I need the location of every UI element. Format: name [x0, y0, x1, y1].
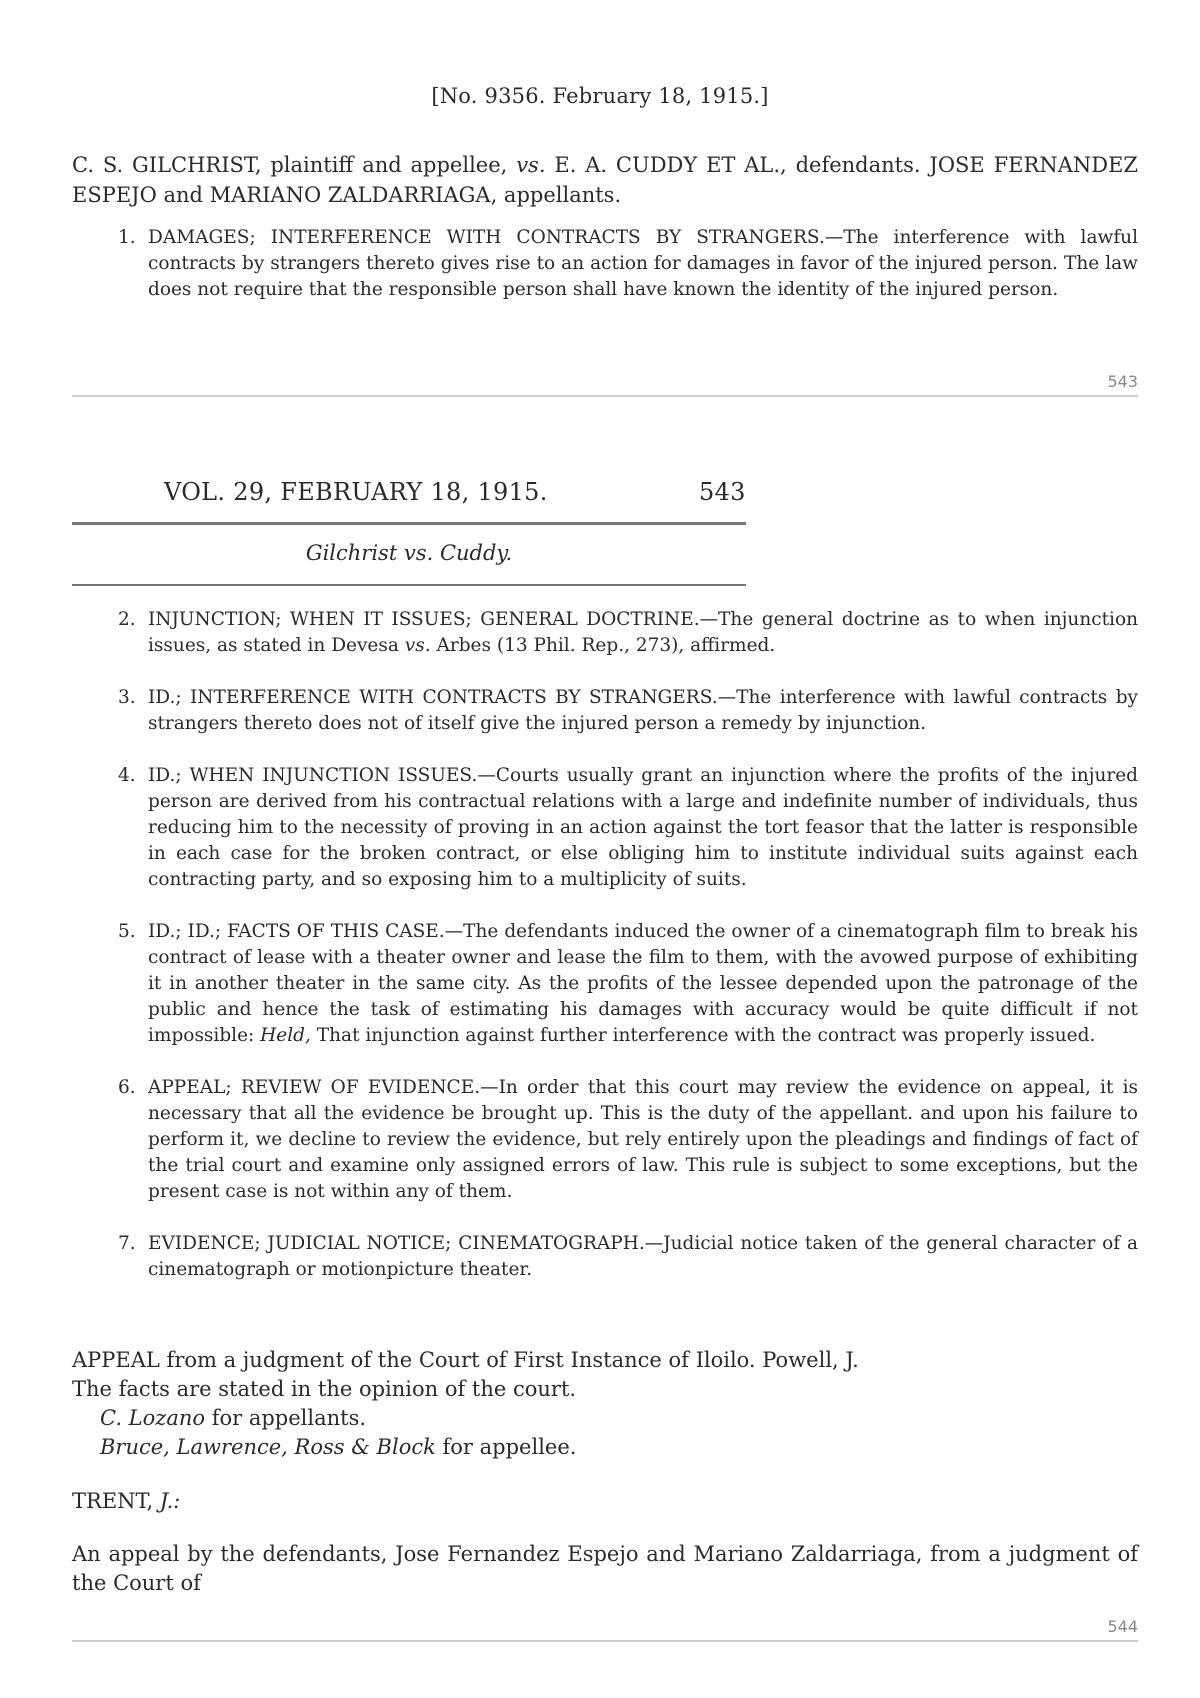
syllabus-number: 1.	[118, 227, 136, 248]
syllabus-text: ID.; WHEN INJUNCTION ISSUES.—Courts usually grant an injunction where the profits of the injured person are derived from his contractual relations with a large and indefinite number of individuals, thus reducing him to the necessity of proving in an action against the tort feasor that the latter is responsible in each case for the broken contract, or else obliging him to institute individual suits against each contracting party, and so exposing him to a multiplicity of suits.	[148, 765, 1138, 890]
appeal-block	[72, 1346, 1138, 1462]
page-marker: 544	[1107, 1617, 1138, 1636]
counsel-name: Bruce, Lawrence, Ross & Block	[100, 1435, 436, 1459]
syllabus-emphasis: Held,	[260, 1025, 311, 1046]
opinion-text: An appeal by the defendants, Jose Fernandez Espejo and Mariano Zaldarriaga, from a judgment of the Court of	[72, 1542, 1138, 1595]
page-divider	[72, 395, 1138, 397]
syllabus-text: INJUNCTION; WHEN IT ISSUES; GENERAL DOCTRINE.—The general doctrine as to when injunction issues, as stated in Devesa	[148, 609, 1138, 656]
running-head	[164, 478, 744, 506]
running-head-title: VOL. 29, FEBRUARY 18, 1915.	[164, 478, 548, 506]
page-divider	[72, 1640, 1138, 1642]
syllabus-text: APPEAL; REVIEW OF EVIDENCE.—In order that this court may review the evidence on appeal, it is necessary that all the evidence be brought up. This is the duty of the appellant. and upon his failure to perform it, we decline to review the evidence, but rely entirely upon the pleadings and findings of fact of the trial court and examine only assigned errors of law. This rule is subject to some exceptions, but the present case is not within any of them.	[148, 1077, 1138, 1202]
judge-name: TRENT,	[72, 1489, 154, 1513]
appeal-line: APPEAL from a judgment of the Court of First Instance of Iloilo. Powell, J.	[72, 1348, 859, 1372]
syllabus-text: ID.; INTERFERENCE WITH CONTRACTS BY STRANGERS.—The interference with lawful contracts by strangers thereto does not of itself give the injured person a remedy by injunction.	[148, 687, 1138, 734]
counsel-name: C. Lozano	[100, 1406, 206, 1430]
page-marker: 543	[1107, 372, 1138, 391]
syllabus-text: EVIDENCE; JUDICIAL NOTICE; CINEMATOGRAPH.—Judicial notice taken of the general character of a cinematograph or motionpicture theater.	[148, 1233, 1138, 1280]
syllabus-list-part-1	[72, 225, 1138, 329]
syllabus-text-tail: Arbes (13 Phil. Rep., 273), affirmed.	[430, 635, 776, 656]
docket-number: [No. 9356. February 18, 1915.]	[431, 84, 769, 108]
syllabus-text-tail: That injunction against further interference with the contract was properly issued.	[310, 1025, 1096, 1046]
running-head-rule-bottom	[72, 584, 746, 586]
facts-line: The facts are stated in the opinion of the court.	[72, 1377, 577, 1401]
counsel-role: for appellants.	[205, 1406, 367, 1430]
syllabus-text: ID.; ID.; FACTS OF THIS CASE.—The defendants induced the owner of a cinematograph film to break his contract of lease with a theater owner and lease the film to them, with the avowed purpose of exhibiting it in another theater in the same city. As the profits of the lessee depended upon the patronage of the public and hence the task of estimating his damages with accuracy would be quite difficult if not impossible:	[148, 921, 1138, 1046]
syllabus-number: 5.	[118, 921, 136, 942]
counsel-appellants	[72, 1404, 1138, 1433]
parties-vs: vs.	[516, 153, 546, 177]
syllabus-number: 4.	[118, 765, 136, 786]
syllabus-emphasis: vs.	[404, 635, 431, 656]
counsel-appellee	[72, 1433, 1138, 1462]
running-head-case: Gilchrist vs. Cuddy.	[305, 541, 513, 565]
syllabus-item	[72, 685, 1138, 737]
syllabus-item	[72, 607, 1138, 659]
syllabus-number: 6.	[118, 1077, 136, 1098]
parties-defendants: E. A. CUDDY ET AL., defendants. JOSE FERNANDEZ ESPEJO and MARIANO ZALDARRIAGA, appellants.	[72, 153, 1138, 207]
syllabus-number: 3.	[118, 687, 136, 708]
syllabus-item	[72, 763, 1138, 893]
syllabus-number: 2.	[118, 609, 136, 630]
syllabus-text: DAMAGES; INTERFERENCE WITH CONTRACTS BY STRANGERS.—The interference with lawful contracts by strangers thereto gives rise to an action for damages in favor of the injured person. The law does not require that the responsible person shall have known the identity of the injured person.	[148, 227, 1138, 300]
running-head-page: 543	[699, 478, 746, 506]
parties-plaintiff: C. S. GILCHRIST, plaintiff and appellee,	[72, 153, 508, 177]
running-head-rule-top	[72, 522, 746, 525]
syllabus-number: 7.	[118, 1233, 136, 1254]
judge-title: J.:	[153, 1489, 181, 1513]
syllabus-item	[72, 1231, 1138, 1283]
syllabus-item	[72, 919, 1138, 1049]
syllabus-item	[72, 1075, 1138, 1205]
syllabus-item	[72, 225, 1138, 303]
judge-line	[72, 1487, 1138, 1516]
syllabus-list-part-2	[72, 607, 1138, 1309]
counsel-role: for appellee.	[435, 1435, 577, 1459]
case-parties	[72, 150, 1138, 210]
